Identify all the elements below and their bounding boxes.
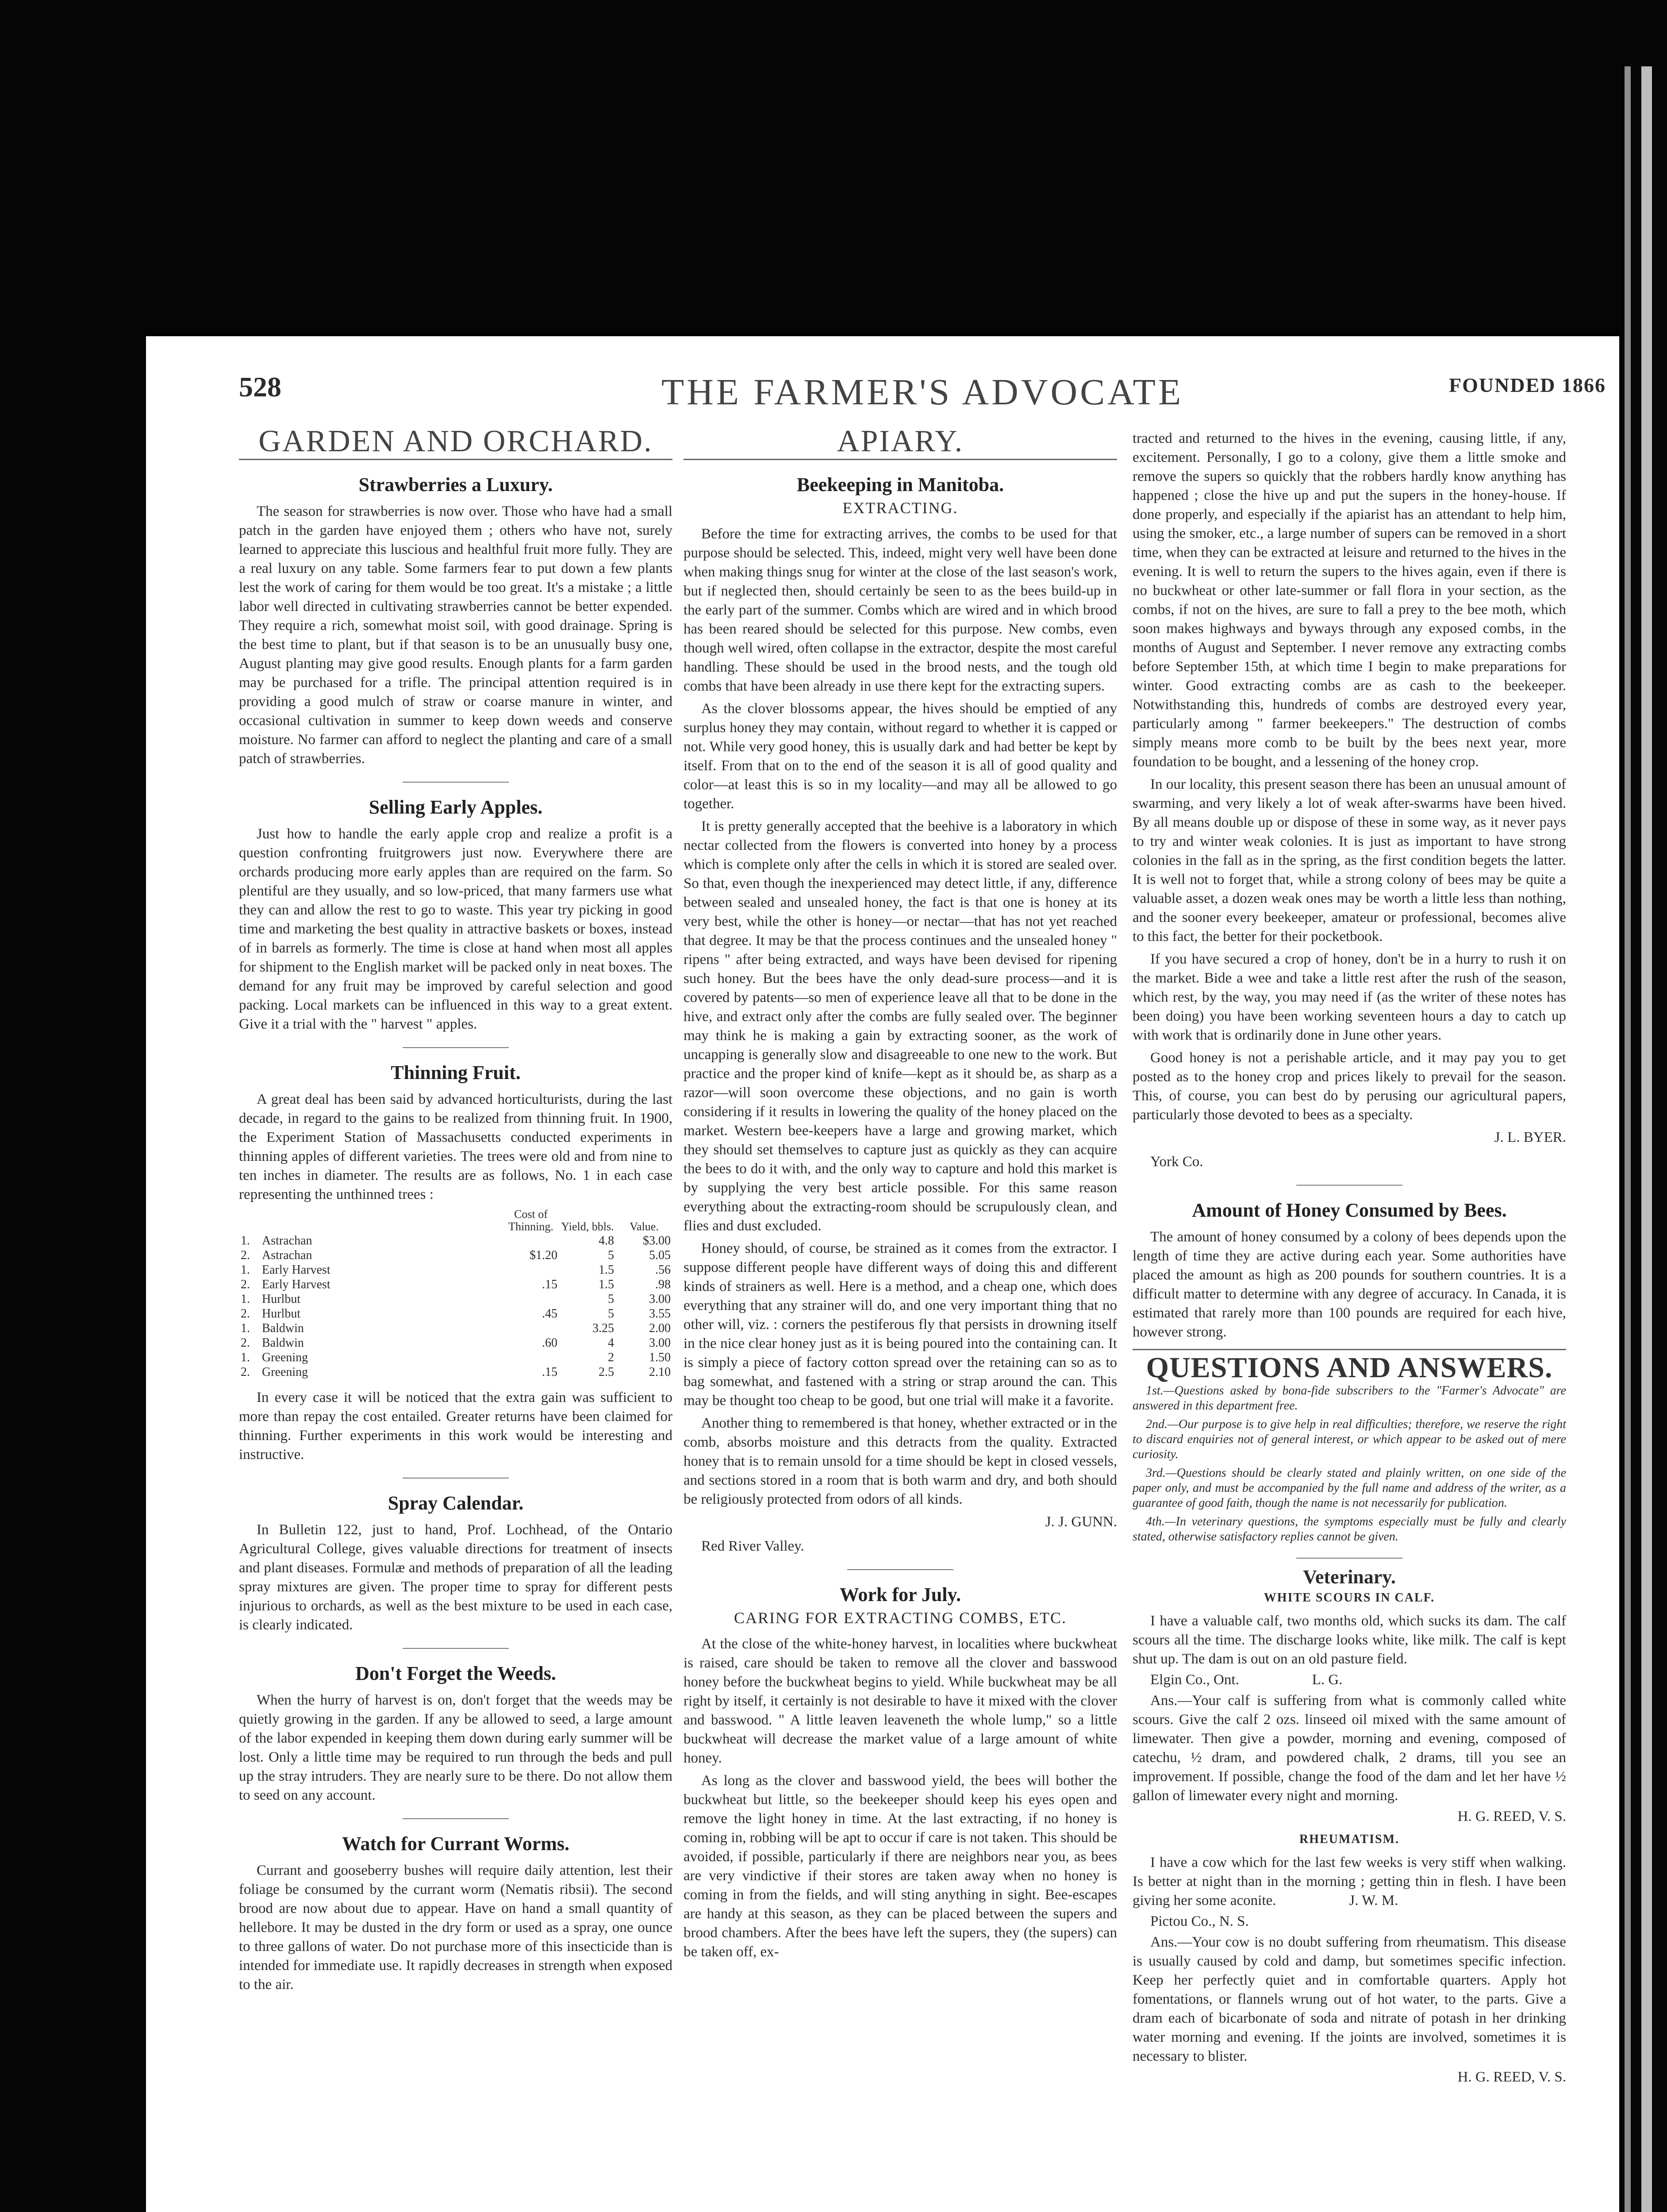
article-title: Beekeeping in Manitoba. — [796, 474, 1004, 495]
question-text: I have a valuable calf, two months old, which sucks its dam. The calf scours all the time. The discharge looks white, like milk. The calf is kept shut up. The dam is out on an old pasture field. — [1133, 1613, 1566, 1667]
article-paragraph: Before the time for extracting arrives, the combs to be used for that purpose should be selected. This, indeed, might very well have been done when making things snug for winter at the close of the last season's work, but if neglected then, should certainly be seen to as the bees build-up in the early part of the summer. Combs which are wired and in which brood has been reared should be selected for this purpose. New combs, even though well wired, often collapse in the extractor, despite the most careful handling. These should be used in the brood nests, and the tough old combs that have been already in use there kept for the extracting supers. — [684, 526, 1117, 694]
divider — [403, 1818, 509, 1819]
article-title: Thinning Fruit. — [391, 1062, 521, 1083]
table-cell: .98 — [655, 1278, 671, 1291]
table-cell: .56 — [655, 1263, 671, 1277]
table-cell: 2.5 — [599, 1365, 614, 1379]
article-paragraph: Honey should, of course, be strained as it comes from the extractor. I suppose different people have different ways of doing this and different kinds of strainers as well. Here is a method, and a cheap one, which does everything that any strainer will do, and one very important thing that no other will, viz. : corners the pestiferous fly that persists in drowning itself in the nice clear honey just as it is being poured into the containing can. It is simply a piece of factory cotton spread over the retaining can so as to bag somewhat, and fastened with a string or strap around the can. This may be thought too cheap to be good, but one trial will make it a favorite. — [684, 1240, 1117, 1409]
table-cell: Greening — [262, 1365, 308, 1379]
table-cell — [503, 1350, 559, 1365]
table-row — [239, 1336, 672, 1350]
table-cell: 5 — [608, 1248, 614, 1262]
article-title: Amount of Honey Consumed by Bees. — [1192, 1199, 1507, 1221]
table-cell: 3.55 — [649, 1307, 671, 1321]
table-row — [239, 1350, 672, 1365]
table-header: Cost of Thinning. — [508, 1208, 553, 1233]
table-row — [239, 1292, 672, 1306]
author-signature: J. J. GUNN. — [1045, 1514, 1117, 1530]
article-subtitle: CARING FOR EXTRACTING COMBS, ETC. — [734, 1609, 1067, 1627]
table-cell: 5.05 — [649, 1248, 671, 1262]
article-body: When the hurry of harvest is on, don't forget that the weeds may be quietly growing in the garden. If any be allowed to seed, a large amount of the labor expended in keeping them down during early summer will be lost. Only a little time may be required to run through the beds and pull up the stray intruders. They are nearly sure to be there. Do not allow them to seed on any account. — [239, 1692, 672, 1803]
table-cell: 2. — [241, 1278, 250, 1291]
table-cell: 5 — [608, 1292, 614, 1306]
table-cell: 3.00 — [649, 1292, 671, 1306]
answer-text: Ans.—Your calf is suffering from what is commonly called white scours. Give the calf 2 ozs. linseed oil mixed with the same amount of limewater. Then give a powder, morning and evening, composed of catechu, ½ dram, and powdered chalk, 2 drams, till you see an improvement. If possible, change the food of the dam and let her have ½ gallon of limewater every night and morning. — [1133, 1693, 1566, 1804]
table-body — [239, 1233, 672, 1379]
table-cell: 1. — [241, 1292, 250, 1306]
table-cell: 1.50 — [649, 1351, 671, 1364]
veterinary-heading: Veterinary. — [1303, 1566, 1396, 1588]
article-body: A great deal has been said by advanced horticulturists, during the last decade, in regard to the gains to be realized from thinning fruit. In 1900, the Experiment Station of Massachusetts conducted experiments in thinning apples of different varieties. The trees were old and from nine to ten inches in diameter. The results are as follows, No. 1 in each case representing the unthinned trees : — [239, 1091, 672, 1202]
table-row — [239, 1365, 672, 1379]
article-paragraph: tracted and returned to the hives in the evening, causing little, if any, excitement. Personally, I go to a colony, give them a little smoke and remove the supers so quickly that the robbers hardly know anything has happened ; close the hive up and put the supers in the honey-house. If done properly, and especially if the apiarist has an attendant to help him, using the smoker, etc., a large number of supers can be removed in a short time, when they can be extracted at leisure and returned to the hives in the evening. It is well to return the supers to the hives again, even if there is no buckwheat or other late-summer or fall flora in your section, as the combs, if not on the hives, are sure to fall a prey to the bee moth, which soon makes highways and byways through any exposed combs, in the months of August and September. I never remove any extracting combs before September 15th, at which time I begin to make preparations for winter. Good extracting combs are as cash to the beekeeper. Notwithstanding this, hundreds of combs are destroyed every year, particularly among " farmer beekeepers." The destruction of combs simply means more comb to be built by the bees next year, more foundation to be bought, and a lessening of the honey crop. — [1133, 430, 1566, 770]
divider — [1296, 1558, 1402, 1559]
divider — [1296, 1185, 1402, 1186]
divider — [403, 1047, 509, 1048]
question-title: WHITE SCOURS IN CALF. — [1264, 1591, 1435, 1605]
table-header — [260, 1208, 503, 1233]
scan-edge — [1641, 66, 1652, 2212]
table-row — [239, 1277, 672, 1292]
table-cell: 2 — [608, 1351, 614, 1364]
table-cell: $1.20 — [530, 1248, 557, 1262]
table-cell: Astrachan — [262, 1234, 312, 1248]
scan-edge — [1625, 66, 1631, 2212]
section-heading: GARDEN AND ORCHARD. — [258, 424, 653, 458]
masthead — [239, 371, 1606, 419]
author-place: Red River Valley. — [701, 1538, 804, 1554]
article-paragraph: Another thing to remembered is that honey, whether extracted or in the comb, absorbs moisture and this detracts from the quality. Extracted honey that is to remain unsold for a time should be kept in closed vessels, and sections stored in a room that is both warm and dry, and both should be religiously protected from odors of all kinds. — [684, 1415, 1117, 1507]
table-cell: 3.00 — [649, 1336, 671, 1350]
founded-label: FOUNDED 1866 — [1449, 374, 1606, 396]
table-cell: Astrachan — [262, 1248, 312, 1262]
section-rule — [1133, 1349, 1566, 1350]
table-cell: Hurlbut — [262, 1307, 301, 1321]
table-cell: Baldwin — [262, 1336, 304, 1350]
table-cell: $3.00 — [643, 1234, 671, 1248]
article-title: Strawberries a Luxury. — [358, 474, 553, 495]
qa-rule: 3rd.—Questions should be clearly stated and plainly written, on one side of the paper only, and must be accompanied by the full name and address of the writer, as a guarantee of good faith, though the name is not necessarily for publication. — [1133, 1466, 1566, 1510]
article-body: Currant and gooseberry bushes will require daily attention, lest their foliage be consumed by the currant worm (Nematis ribsii). The second brood are now about due to appear. Have on hand a small quantity of hellebore. It may be dusted in the dry form or used as a spray, one ounce to three gallons of water. Do not purchase more of this insecticide than is intended for immediate use. It rapidly decreases in strength when exposed to the air. — [239, 1863, 672, 1993]
divider — [403, 782, 509, 783]
question-title: RHEUMATISM. — [1299, 1832, 1400, 1846]
table-cell: 1.5 — [599, 1278, 614, 1291]
table-row — [239, 1321, 672, 1336]
article-title: Don't Forget the Weeds. — [355, 1663, 556, 1684]
table-cell: 1. — [241, 1263, 250, 1277]
question-place: Pictou Co., N. S. — [1150, 1913, 1249, 1929]
table-cell: .60 — [542, 1336, 557, 1350]
article-paragraph: As the clover blossoms appear, the hives should be emptied of any surplus honey they may contain, without regard to whether it is capped or not. While very good honey, this is usually dark and had better be kept by itself. From that on to the end of the season it is all of good quality and color—at least this is so in my locality—and may all be allowed to go together. — [684, 701, 1117, 812]
article-subtitle: EXTRACTING. — [842, 499, 958, 517]
table-cell: 2. — [241, 1307, 250, 1321]
column-apiary — [684, 424, 1117, 2212]
table-cell: Early Harvest — [262, 1278, 330, 1291]
answer-text: Ans.—Your cow is no doubt suffering from rheumatism. This disease is usually caused by cold and damp, but sometimes specific infection. Keep her perfectly quiet and in comfortable quarters. Apply hot fomentations, or flannels wrung out of hot water, to the parts. Give a dram each of bicarbonate of soda and nitrate of potash in her drinking water morning and evening. If the joints are involved, sometimes it is necessary to blister. — [1133, 1934, 1566, 2064]
newspaper-page — [146, 336, 1619, 2212]
paper-title: THE FARMER'S ADVOCATE — [661, 372, 1184, 413]
table-cell: 5 — [608, 1307, 614, 1321]
table-cell: 2. — [241, 1365, 250, 1379]
table-cell: .45 — [542, 1307, 557, 1321]
answer-signature: H. G. REED, V. S. — [1457, 2069, 1566, 2085]
table-cell: 4 — [608, 1336, 614, 1350]
article-body: The amount of honey consumed by a colony of bees depends upon the length of time they are active during each year. Some authorities have placed the amount as high as 200 pounds for southern countries. It is a difficult matter to determine with any degree of accuracy. In Canada, it is estimated that rarely more than 100 pounds are required for each hive, however strong. — [1133, 1229, 1566, 1340]
divider — [403, 1648, 509, 1649]
article-paragraph: In our locality, this present season there has been an unusual amount of swarming, and very likely a lot of weak after-swarms have been hived. By all means double up or dispose of these in some way, as it never pays to try and winter weak colonies. It is just as important to have strong colonies in the fall as in the spring, as the first condition begets the latter. It is well not to forget that, while a strong colony of bees may be quite a valuable asset, a dozen weak ones may be worth a little less than nothing, and the sooner every beekeeper, amateur or professional, becomes alive to this fact, the better for their pocketbook. — [1133, 776, 1566, 945]
page-number: 528 — [239, 371, 281, 403]
table-header: Value. — [630, 1220, 659, 1233]
article-paragraph: If you have secured a crop of honey, don't be in a hurry to rush it on the market. Bide a wee and take a little rest after the rush of the season, which rest, by the way, you may need if (as the writer of these notes has been doing) you have been working seventeen hours a day to catch up with work that is ordinarily done in June other years. — [1133, 951, 1566, 1043]
table-row — [239, 1233, 672, 1248]
table-cell — [503, 1321, 559, 1336]
thinning-results-table — [239, 1208, 672, 1379]
article-body: The season for strawberries is now over. Those who have had a small patch in the garden have enjoyed them ; others who have not, surely learned to appreciate this luscious and healthful fruit more fully. They are a real luxury on any table. Some farmers fear to put down a few plants lest the work of caring for them would be too great. It's a mistake ; a little labor well directed in cultivating strawberries cannot be better expended. They require a rich, somewhat moist soil, with good drainage. Spring is the best time to plant, but if that season is to be an unusually busy one, August planting may give good results. Enough plants for a farm garden may be purchased for a trifle. The principal attention required is in providing a good mulch of straw or coarse manure in winter, and occasional cultivation in summer to keep down weeds and conserve moisture. No farmer can afford to neglect the planting and care of a small patch of strawberries. — [239, 503, 672, 767]
qa-rules — [1133, 1383, 1566, 1544]
article-title: Watch for Currant Worms. — [342, 1833, 570, 1855]
table-cell: 2. — [241, 1336, 250, 1350]
qa-rule: 2nd.—Our purpose is to give help in real difficulties; therefore, we reserve the right to discard enquiries not of general interest, or which appear to be asked out of mere curiosity. — [1133, 1417, 1566, 1461]
qa-rule: 1st.—Questions asked by bona-fide subscribers to the "Farmer's Advocate" are answered in this department free. — [1133, 1384, 1566, 1413]
article-body: In Bulletin 122, just to hand, Prof. Lochhead, of the Ontario Agricultural College, gives valuable directions for treatment of insects and plant diseases. Formulæ and methods of preparation of all the leading spray mixtures are given. The proper time to spray for different pests injurious to orchards, as well as the best mixture to be used in each case, is clearly indicated. — [239, 1522, 672, 1633]
divider — [847, 1569, 953, 1570]
table-cell — [503, 1263, 559, 1277]
table-cell: Greening — [262, 1351, 308, 1364]
article-title: Spray Calendar. — [388, 1492, 524, 1514]
table-cell: Early Harvest — [262, 1263, 330, 1277]
author-place: York Co. — [1150, 1154, 1203, 1170]
article-title: Selling Early Apples. — [369, 796, 543, 818]
question-text: I have a cow which for the last few weeks is very stiff when walking. Is better at night than in the morning ; getting thin in flesh. I have been giving her some aconite. J. W. M. — [1133, 1855, 1570, 1909]
divider — [403, 1478, 509, 1479]
table-cell — [503, 1292, 559, 1306]
qa-heading: QUESTIONS AND ANSWERS. — [1146, 1352, 1553, 1384]
table-cell: Hurlbut — [262, 1292, 301, 1306]
article-paragraph: As long as the clover and basswood yield, the bees will bother the buckwheat but little, so the beekeeper should keep his eyes open and remove the light honey in time. At the last extracting, if no honey is coming in, robbing will be apt to occur if care is not taken. This should be avoided, if possible, particularly if there are neighbors near you, as bees are very vindictive if their stores are taken away when no honey is coming in from the fields, and will sting anything in sight. Bee-escapes are handy at this season, as they can be placed between the supers and brood chambers. After the bees have left the supers, they (the supers) can be taken off, ex- — [684, 1773, 1117, 1960]
table-cell: 2.10 — [649, 1365, 671, 1379]
qa-rule: 4th.—In veterinary questions, the symptoms especially must be fully and clearly stated, otherwise satisfactory replies cannot be given. — [1133, 1515, 1566, 1544]
table-cell: 1. — [241, 1351, 250, 1364]
table-cell: 1. — [241, 1321, 250, 1335]
table-cell: 1.5 — [599, 1263, 614, 1277]
table-cell: Baldwin — [262, 1321, 304, 1335]
table-cell: 4.8 — [599, 1234, 614, 1248]
table-cell: 3.25 — [592, 1321, 614, 1335]
table-cell: 2.00 — [649, 1321, 671, 1335]
section-heading: APIARY. — [837, 424, 964, 458]
column-continued-qa — [1133, 429, 1570, 2212]
column-garden-orchard — [239, 424, 672, 2212]
article-paragraph: At the close of the white-honey harvest, in localities where buckwheat is raised, care should be taken to remove all the clover and basswood honey before the buckwheat begins to yield. While buckwheat may be all right by itself, it certainly is not desirable to have it mixed with the clover and basswood. " A little leaven leaveneth the whole lump," so a little buckwheat will decrease the market value of a large amount of white honey. — [684, 1636, 1117, 1766]
question-signature: Elgin Co., Ont. L. G. — [1150, 1672, 1343, 1688]
section-rule — [239, 459, 672, 460]
article-paragraph: Good honey is not a perishable article, and it may pay you to get posted as to the honey crop and prices likely to prevail for the season. This, of course, you can best do by perusing our agricultural papers, particularly those devoted to bees as a specialty. — [1133, 1050, 1566, 1123]
table-header: Yield, bbls. — [561, 1220, 614, 1233]
table-row — [239, 1263, 672, 1277]
article-paragraph: It is pretty generally accepted that the beehive is a laboratory in which nectar collected from the flowers is converted into honey by a process which is complete only after the cells in which it is stored are sealed over. So that, even though the inexperienced may detect little, if any, difference between sealed and unsealed honey, the fact is that one is honey at its very best, while the other is honey—or nectar—that has not yet reached that degree. It may be that the process continues and the unsealed honey " ripens " after being extracted, and ways have been devised for ripening such honey. But the bees have the only dead-sure process—and it is covered by patents—so men of experience leave all that to be done in the hive, and extract only after the combs are fully sealed over. The beginner may think he is making a gain by extracting sooner, as the work of uncapping is generally slow and disagreeable to one new to the work. But practice and the proper kind of knife—kept as it should be, as sharp as a razor—will soon overcome these objections, and no gain is worth considering if it results in lowering the quality of the honey placed on the market. Western bee-keepers have a large and growing market, which they should set themselves to capture just as quickly as they can acquire the bees to do it with, and the only way to capture and hold this market is by supplying the very best article possible. For this same reason everything about the extracting-room should be scrupulously clean, and flies and dust excluded. — [684, 818, 1117, 1234]
article-title: Work for July. — [839, 1584, 961, 1605]
author-signature: J. L. BYER. — [1494, 1129, 1566, 1145]
table-row — [239, 1248, 672, 1263]
article-body: In every case it will be noticed that the extra gain was sufficient to more than repay the cost entailed. Greater returns have been claimed for thinning. Further experiments in this work would be interesting and instructive. — [239, 1390, 672, 1463]
table-row — [239, 1306, 672, 1321]
table-header — [239, 1208, 260, 1233]
table-cell: .15 — [542, 1278, 557, 1291]
table-cell: 1. — [241, 1234, 250, 1248]
article-body: Just how to handle the early apple crop and realize a profit is a question confronting fruitgrowers just now. Everywhere there are orchards producing more early apples than are required on the farm. So plentiful are they usually, and so low-priced, that many farmers use what they can and allow the rest to go to waste. This year try picking in good time and marketing the best quality in attractive baskets or boxes, instead of in barrels as formerly. The time is close at hand when most all apples for shipment to the English market will be packed only in neat boxes. The demand for any fruit may be improved by careful selection and good packing. Local markets can be influenced in this way to a great extent. Give it a trial with the " harvest " apples. — [239, 826, 672, 1032]
answer-signature: H. G. REED, V. S. — [1457, 1809, 1566, 1824]
section-rule — [684, 459, 1117, 460]
table-cell: .15 — [542, 1365, 557, 1379]
table-cell: 2. — [241, 1248, 250, 1262]
table-cell — [503, 1233, 559, 1248]
table-header-row — [239, 1208, 672, 1233]
